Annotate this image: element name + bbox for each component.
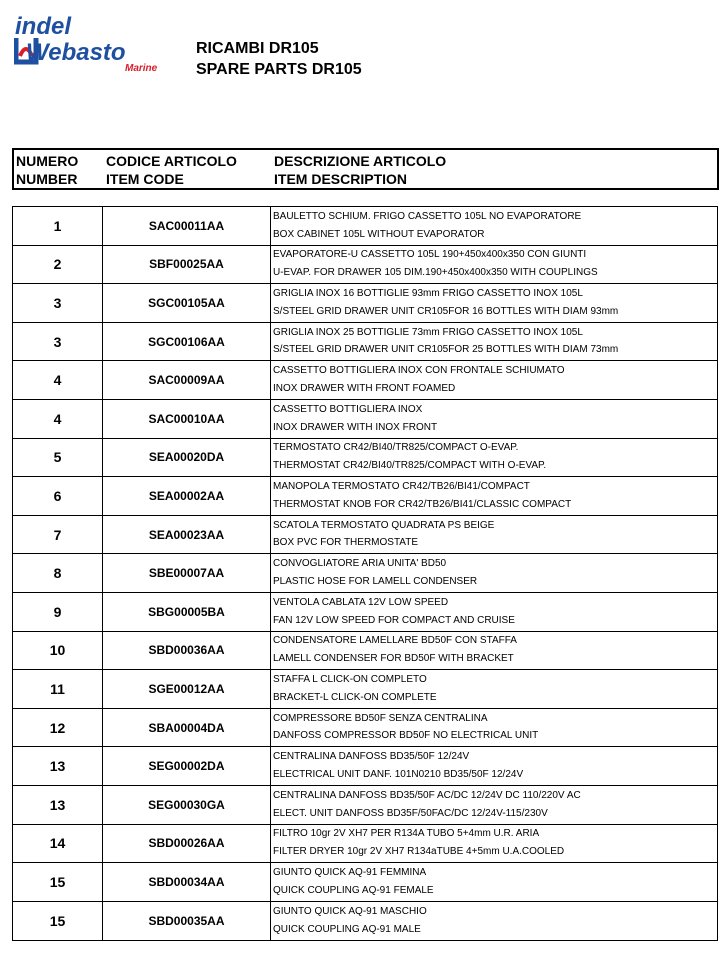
description-italian: BAULETTO SCHIUM. FRIGO CASSETTO 105L NO EVAPORATORE — [273, 210, 582, 222]
part-number: 14 — [13, 825, 103, 863]
table-row — [13, 400, 717, 439]
description-italian: GRIGLIA INOX 25 BOTTIGLIE 73mm FRIGO CASSETTO INOX 105L — [273, 326, 583, 338]
description-english: ELECT. UNIT DANFOSS BD35F/50FAC/DC 12/24V-115/230V — [273, 807, 548, 819]
item-description — [271, 516, 717, 554]
item-code: SGC00105AA — [103, 284, 271, 322]
title-italian: RICAMBI DR105 — [196, 40, 319, 57]
description-english: QUICK COUPLING AQ-91 MALE — [273, 924, 421, 936]
title-english: SPARE PARTS DR105 — [196, 61, 362, 78]
description-english: PLASTIC HOSE FOR LAMELL CONDENSER — [273, 576, 478, 588]
part-number: 1 — [13, 207, 103, 245]
part-number: 3 — [13, 323, 103, 361]
description-english: BOX PVC FOR THERMOSTATE — [273, 537, 419, 549]
description-english: QUICK COUPLING AQ-91 FEMALE — [273, 884, 434, 896]
table-row — [13, 477, 717, 516]
table-row — [13, 361, 717, 400]
page-title — [196, 38, 362, 80]
description-italian: SCATOLA TERMOSTATO QUADRATA PS BEIGE — [273, 519, 495, 531]
item-code: SEG00030GA — [103, 786, 271, 824]
part-number: 15 — [13, 863, 103, 901]
part-number: 5 — [13, 439, 103, 477]
part-number: 2 — [13, 246, 103, 284]
item-code: SGC00106AA — [103, 323, 271, 361]
item-code: SGE00012AA — [103, 670, 271, 708]
table-row — [13, 246, 717, 285]
table-row — [13, 902, 717, 941]
logo-webasto-text: Webasto — [26, 39, 126, 66]
table-row — [13, 284, 717, 323]
header-number-en: NUMBER — [16, 171, 78, 187]
description-italian: VENTOLA CABLATA 12V LOW SPEED — [273, 596, 449, 608]
description-english: INOX DRAWER WITH INOX FRONT — [273, 421, 438, 433]
description-italian: CONVOGLIATORE ARIA UNITA' BD50 — [273, 558, 447, 570]
table-row — [13, 825, 717, 864]
item-description — [271, 902, 717, 941]
part-number: 13 — [13, 747, 103, 785]
description-english: BOX CABINET 105L WITHOUT EVAPORATOR — [273, 228, 485, 240]
item-description — [271, 786, 717, 824]
description-english: BRACKET-L CLICK-ON COMPLETE — [273, 691, 437, 703]
header-description-column — [274, 152, 446, 188]
table-row — [13, 554, 717, 593]
table-row — [13, 747, 717, 786]
description-italian: GIUNTO QUICK AQ-91 FEMMINA — [273, 866, 427, 878]
item-code: SAC00010AA — [103, 400, 271, 438]
table-row — [13, 709, 717, 748]
part-number: 11 — [13, 670, 103, 708]
description-english: S/STEEL GRID DRAWER UNIT CR105FOR 16 BOTTLES WITH DIAM 93mm — [273, 305, 619, 317]
item-code: SBE00007AA — [103, 554, 271, 592]
item-description — [271, 207, 717, 245]
item-code: SBF00025AA — [103, 246, 271, 284]
item-code: SBA00004DA — [103, 709, 271, 747]
description-english: ELECTRICAL UNIT DANF. 101N0210 BD35/50F 12/24V — [273, 769, 524, 780]
description-english: DANFOSS COMPRESSOR BD50F NO ELECTRICAL UNIT — [273, 730, 539, 742]
column-header-box — [12, 148, 719, 190]
description-italian: TERMOSTATO CR42/BI40/TR825/COMPACT O-EVAP. — [273, 442, 519, 454]
table-row — [13, 593, 717, 632]
item-code: SBG00005BA — [103, 593, 271, 631]
table-row — [13, 516, 717, 555]
item-code: SEA00020DA — [103, 439, 271, 477]
item-description — [271, 246, 717, 284]
item-description — [271, 747, 717, 785]
description-italian: CASSETTO BOTTIGLIERA INOX CON FRONTALE SCHIUMATO — [273, 365, 565, 377]
header-description-it: DESCRIZIONE ARTICOLO — [274, 153, 447, 169]
item-description — [271, 632, 717, 670]
part-number: 8 — [13, 554, 103, 592]
description-english: LAMELL CONDENSER FOR BD50F WITH BRACKET — [273, 653, 514, 665]
part-number: 6 — [13, 477, 103, 515]
item-code: SBD00035AA — [103, 902, 271, 941]
header-number-column — [16, 152, 78, 188]
header-code-en: ITEM CODE — [106, 171, 184, 187]
description-english: INOX DRAWER WITH FRONT FOAMED — [273, 383, 456, 395]
item-code: SAC00009AA — [103, 361, 271, 399]
description-english: U-EVAP. FOR DRAWER 105 DIM.190+450x400x350 WITH COUPLINGS — [273, 267, 598, 279]
item-code: SBD00034AA — [103, 863, 271, 901]
item-description — [271, 323, 717, 361]
item-description — [271, 554, 717, 592]
table-row — [13, 863, 717, 902]
item-code: SBD00026AA — [103, 825, 271, 863]
table-row — [13, 670, 717, 709]
item-description — [271, 825, 717, 863]
item-description — [271, 863, 717, 901]
item-description — [271, 593, 717, 631]
item-description — [271, 361, 717, 399]
part-number: 13 — [13, 786, 103, 824]
item-code: SBD00036AA — [103, 632, 271, 670]
table-row — [13, 439, 717, 478]
indel-webasto-marine-logo — [14, 12, 164, 74]
part-number: 4 — [13, 361, 103, 399]
description-english: FAN 12V LOW SPEED FOR COMPACT AND CRUISE — [273, 614, 515, 626]
logo-indel-text: indel — [15, 13, 72, 40]
table-row — [13, 323, 717, 362]
header-code-it: CODICE ARTICOLO — [106, 153, 237, 169]
description-italian: CONDENSATORE LAMELLARE BD50F CON STAFFA — [273, 635, 517, 647]
item-description — [271, 477, 717, 515]
item-code: SAC00011AA — [103, 207, 271, 245]
part-number: 12 — [13, 709, 103, 747]
item-code: SEA00002AA — [103, 477, 271, 515]
description-italian: GIUNTO QUICK AQ-91 MASCHIO — [273, 905, 427, 917]
description-italian: CASSETTO BOTTIGLIERA INOX — [273, 403, 423, 415]
description-italian: MANOPOLA TERMOSTATO CR42/TB26/BI41/COMPACT — [273, 481, 530, 493]
header-description-en: ITEM DESCRIPTION — [274, 171, 408, 187]
item-code: SEG00002DA — [103, 747, 271, 785]
item-description — [271, 284, 717, 322]
part-number: 9 — [13, 593, 103, 631]
description-english: S/STEEL GRID DRAWER UNIT CR105FOR 25 BOTTLES WITH DIAM 73mm — [273, 344, 619, 356]
part-number: 7 — [13, 516, 103, 554]
description-italian: GRIGLIA INOX 16 BOTTIGLIE 93mm FRIGO CASSETTO INOX 105L — [273, 288, 583, 300]
description-italian: COMPRESSORE BD50F SENZA CENTRALINA — [273, 712, 488, 724]
item-code: SEA00023AA — [103, 516, 271, 554]
description-english: FILTER DRYER 10gr 2V XH7 R134aTUBE 4+5mm U.A.COOLED — [273, 846, 565, 858]
item-description — [271, 400, 717, 438]
header-number-it: NUMERO — [16, 153, 79, 169]
description-italian: FILTRO 10gr 2V XH7 PER R134A TUBO 5+4mm U.R. ARIA — [273, 828, 540, 840]
description-italian: CENTRALINA DANFOSS BD35/50F AC/DC 12/24V DC 110/220V AC — [273, 789, 581, 801]
description-english: THERMOSTAT CR42/BI40/TR825/COMPACT WITH O-EVAP. — [273, 460, 547, 472]
description-italian: STAFFA L CLICK-ON COMPLETO — [273, 674, 427, 686]
part-number: 3 — [13, 284, 103, 322]
spare-parts-table — [12, 206, 718, 941]
table-row — [13, 786, 717, 825]
item-description — [271, 439, 717, 477]
table-row — [13, 207, 717, 246]
part-number: 4 — [13, 400, 103, 438]
description-english: THERMOSTAT KNOB FOR CR42/TB26/BI41/CLASSIC COMPACT — [273, 498, 572, 510]
item-description — [271, 709, 717, 747]
item-description — [271, 670, 717, 708]
logo-marine-text: Marine — [125, 63, 158, 74]
header-code-column — [106, 152, 237, 188]
part-number: 10 — [13, 632, 103, 670]
description-italian: EVAPORATORE-U CASSETTO 105L 190+450x400x350 CON GIUNTI — [273, 249, 587, 261]
description-italian: CENTRALINA DANFOSS BD35/50F 12/24V — [273, 751, 470, 763]
part-number: 15 — [13, 902, 103, 941]
table-row — [13, 632, 717, 671]
